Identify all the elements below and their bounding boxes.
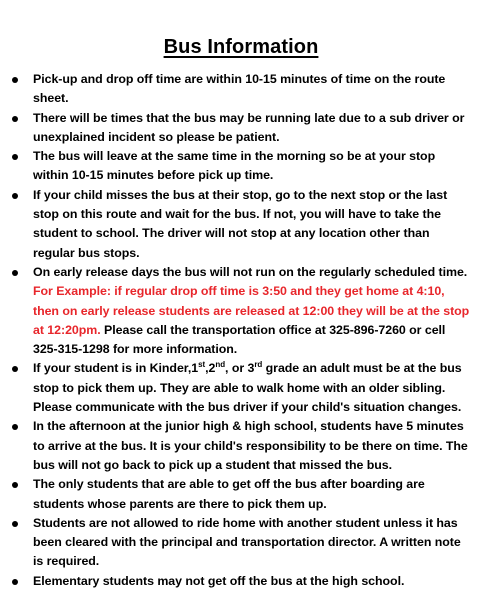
list-item xyxy=(0,514,482,572)
example-highlight: For Example: if regular drop off time is 3:50 and they get home at 4:10, then on early release students are released at 12:00 they will be at the stop at 12:20pm. xyxy=(33,284,470,337)
bullet-icon xyxy=(12,366,18,372)
bullet-icon xyxy=(12,116,18,122)
ordinal-suffix: st xyxy=(198,360,206,370)
list-item xyxy=(0,475,482,514)
list-item xyxy=(0,147,482,186)
item-text: The bus will leave at the same time in the morning so be at your stop within 10-15 minutes before pick up time. xyxy=(33,149,436,183)
list-item xyxy=(0,417,482,475)
bullet-icon xyxy=(12,424,18,430)
list-item xyxy=(0,359,482,417)
page-title: Bus Information xyxy=(163,36,319,58)
bullet-icon xyxy=(12,482,18,488)
list-item xyxy=(0,186,482,263)
list-item xyxy=(0,70,482,109)
bus-info-list xyxy=(0,70,482,591)
item-text: The only students that are able to get off the bus after boarding are students whose parents are there to pick them up. xyxy=(33,477,425,511)
item-text-part: , or 3 xyxy=(225,361,255,376)
bullet-icon xyxy=(12,77,18,83)
list-item xyxy=(0,572,482,591)
item-text: In the afternoon at the junior high & high school, students have 5 minutes to arrive at the bus. It is your child's responsibility to be there on time. The bus will not go back to pick up a student that missed the bus. xyxy=(33,419,468,472)
bullet-icon xyxy=(12,154,18,160)
item-text: Pick-up and drop off time are within 10-15 minutes of time on the route sheet. xyxy=(33,72,446,106)
bullet-icon xyxy=(12,193,18,199)
item-text-before: On early release days the bus will not run on the regularly scheduled time. xyxy=(33,264,468,279)
ordinal-suffix: nd xyxy=(215,360,226,370)
item-text: There will be times that the bus may be running late due to a sub driver or unexplained incident so please be patient. xyxy=(33,110,465,144)
item-text-after: Please call the transportation office at 325-896-7260 or cell 325-315-1298 for more information. xyxy=(33,322,446,357)
bullet-icon xyxy=(12,270,18,276)
ordinal-suffix: rd xyxy=(254,360,263,370)
item-text-part: If your student is in Kinder,1 xyxy=(33,361,199,376)
item-text: Elementary students may not get off the bus at the high school. xyxy=(33,573,405,588)
list-item xyxy=(0,109,482,148)
item-text-part: grade an adult must be at the bus stop to pick them up. They are able to walk home with an older sibling. Please communicate with the bus driver if your child's situation changes. xyxy=(33,361,462,415)
bullet-icon xyxy=(12,521,18,527)
bullet-icon xyxy=(12,579,18,585)
list-item xyxy=(0,263,482,359)
item-text: If your child misses the bus at their stop, go to the next stop or the last stop on this route and wait for the bus. If not, you will have to take the student to school. The driver will not stop at any location other than regular bus stops. xyxy=(33,187,448,260)
item-text: Students are not allowed to ride home with another student unless it has been cleared with the principal and transportation director. A written note is required. xyxy=(33,515,461,569)
item-text-part: ,2 xyxy=(205,361,216,376)
